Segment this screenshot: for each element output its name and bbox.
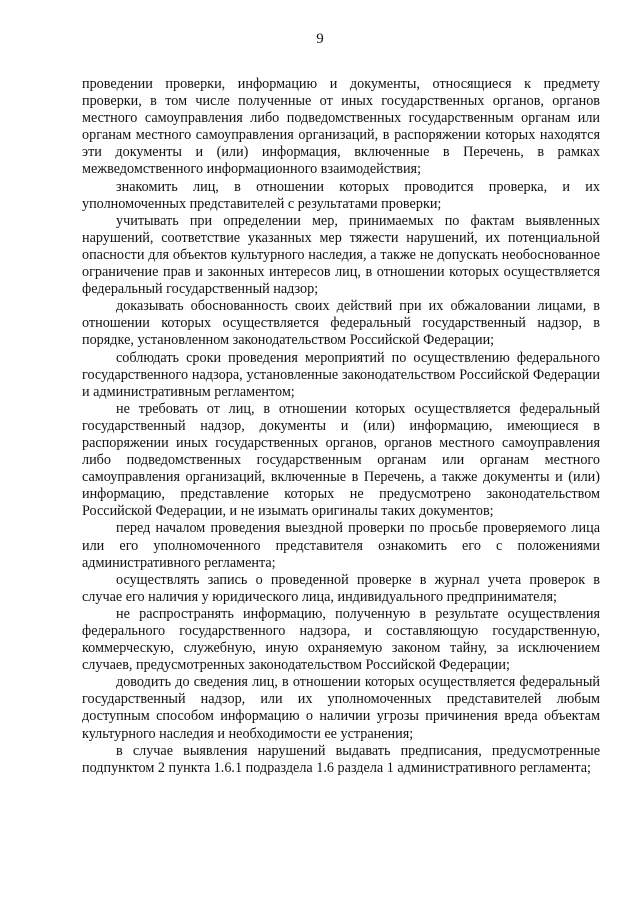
paragraph-continuation: проведении проверки, информацию и документы, относящиеся к предмету проверки, в том числе полученные от иных государственных органов, органов местного самоуправления либо подведомственных государственным органам или органам местного самоуправления организаций, в распоряжении которых находятся эти документы и (или) информация, включенные в Перечень, в рамках межведомственного информационного взаимодействия; <box>82 76 600 178</box>
page-number: 9 <box>316 31 324 47</box>
paragraph: перед началом проведения выездной проверки по просьбе проверяемого лица или его уполномоченного представителя ознакомить его с положениями административного регламента; <box>82 520 600 571</box>
paragraph: соблюдать сроки проведения мероприятий по осуществлению федерального государственного надзора, установленные законодательством Российской Федерации и административным регламентом; <box>82 349 600 400</box>
paragraph: знакомить лиц, в отношении которых проводится проверка, и их уполномоченных представителей с результатами проверки; <box>82 178 600 212</box>
paragraph: учитывать при определении мер, принимаемых по фактам выявленных нарушений, соответствие указанных мер тяжести нарушений, их потенциальной опасности для объектов культурного наследия, а также не допускать необоснованное ограничение прав и законных интересов лиц, в отношении которых осуществляется федеральный государственный надзор; <box>82 212 600 298</box>
paragraph: доводить до сведения лиц, в отношении которых осуществляется федеральный государственный надзор, или их уполномоченных представителей любым доступным способом информацию о наличии угрозы причинения вреда объектам культурного наследия и необходимости ее устранения; <box>82 674 600 742</box>
document-body <box>82 76 600 777</box>
paragraph: в случае выявления нарушений выдавать предписания, предусмотренные подпунктом 2 пункта 1.6.1 подраздела 1.6 раздела 1 административного регламента; <box>82 742 600 776</box>
paragraph: не требовать от лиц, в отношении которых осуществляется федеральный государственный надзор, документы и (или) информацию, имеющиеся в распоряжении иных государственных органов, органов местного самоуправления либо подведомственных государственным органам или органам местного самоуправления организаций, включенные в Перечень, а также документы и (или) информацию, представление которых не предусмотрено законодательством Российской Федерации, и не изымать оригиналы таких документов; <box>82 400 600 520</box>
paragraph: осуществлять запись о проведенной проверке в журнал учета проверок в случае его наличия у юридического лица, индивидуального предпринимателя; <box>82 571 600 605</box>
paragraph: доказывать обоснованность своих действий при их обжаловании лицами, в отношении которых осуществляется федеральный государственный надзор, в порядке, установленном законодательством Российской Федерации; <box>82 298 600 349</box>
paragraph: не распространять информацию, полученную в результате осуществления федерального государственного надзора, и составляющую государственную, коммерческую, служебную, иную охраняемую законом тайну, за исключением случаев, предусмотренных законодательством Российской Федерации; <box>82 605 600 674</box>
